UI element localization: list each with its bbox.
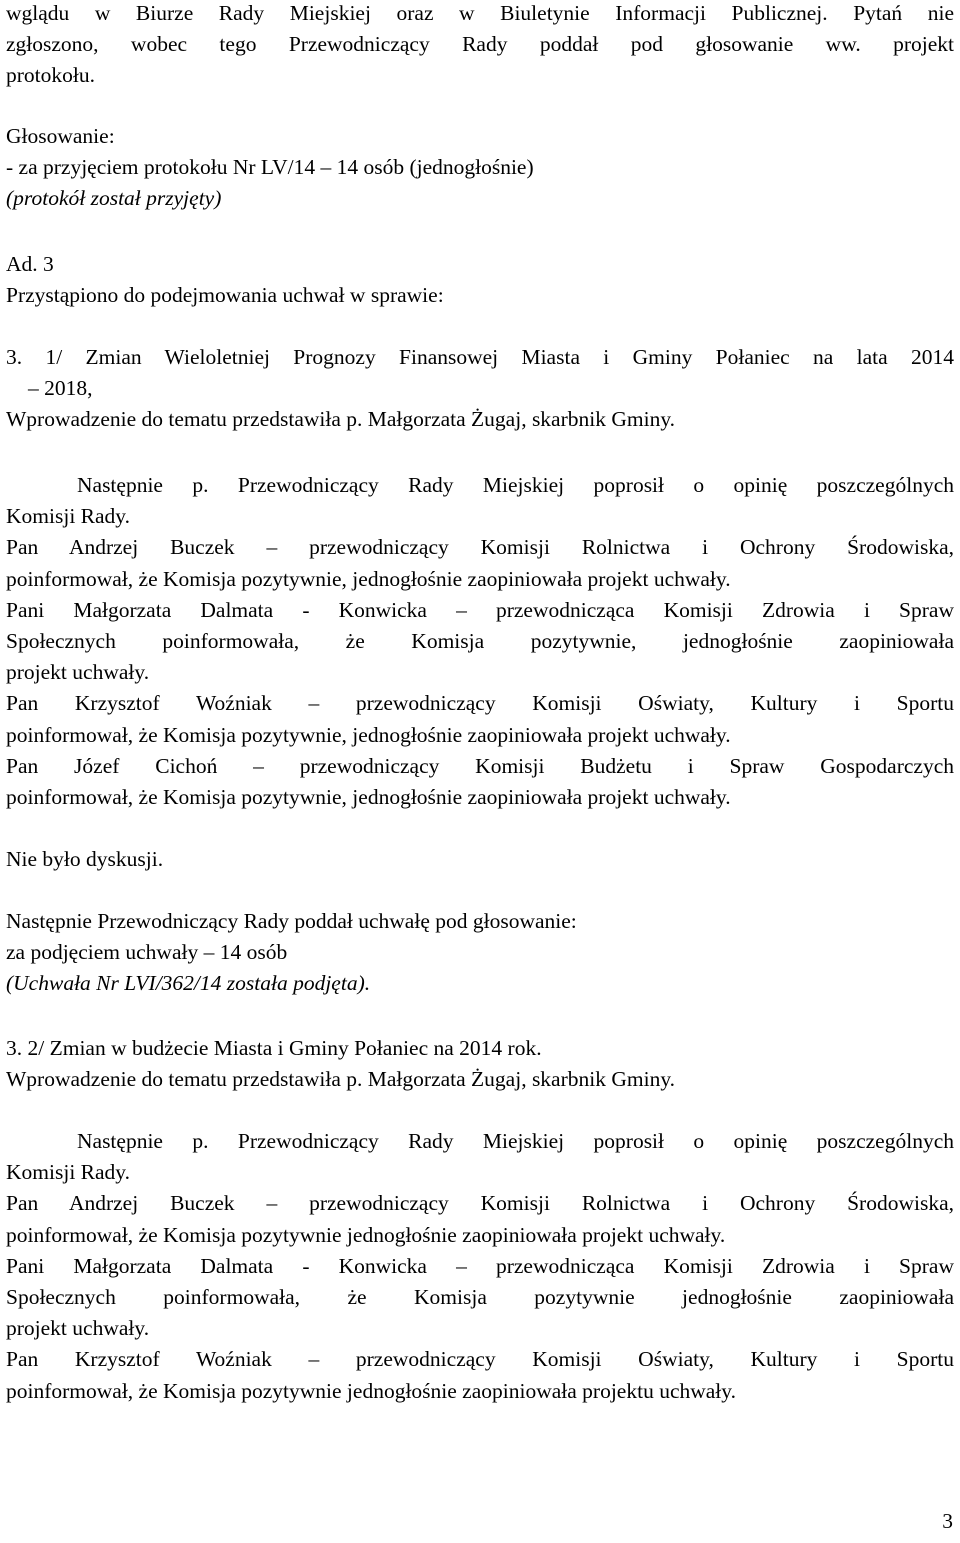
intro-line: zgłoszono, wobec tego Przewodniczący Rady poddał pod głosowanie ww. projekt bbox=[6, 32, 954, 57]
section-heading: Ad. 3 bbox=[6, 252, 54, 276]
item-title-line: 3. 1/ Zmian Wieloletniej Prognozy Finansowej Miasta i Gminy Połaniec na lata 2014 bbox=[6, 345, 954, 369]
committee-opinion-line: Pan Andrzej Buczek – przewodniczący Komisji Rolnictwa i Ochrony Środowiska, bbox=[6, 1191, 954, 1216]
intro-line: protokołu. bbox=[6, 63, 95, 88]
item-3-1-opinions bbox=[6, 470, 954, 813]
committee-opinion-line: poinformował, że Komisja pozytywnie, jednogłośnie zaopiniowała projekt uchwały. bbox=[6, 785, 731, 810]
presenter-line: Wprowadzenie do tematu przedstawiła p. Małgorzata Żugaj, skarbnik Gminy. bbox=[6, 1067, 676, 1092]
vote-result: - za przyjęciem protokołu Nr LV/14 – 14 osób (jednogłośnie) bbox=[6, 155, 534, 180]
committee-opinion-line: Pani Małgorzata Dalmata - Konwicka – przewodnicząca Komisji Zdrowia i Spraw bbox=[6, 597, 954, 622]
opinion-request-line: Następnie p. Przewodniczący Rady Miejskiej poprosił o opinię poszczególnych bbox=[77, 473, 954, 497]
opinion-request-line: Następnie p. Przewodniczący Rady Miejskiej poprosił o opinię poszczególnych bbox=[77, 1129, 954, 1153]
committee-opinion-line: Pan Krzysztof Woźniak – przewodniczący Komisji Oświaty, Kultury i Sportu bbox=[6, 1347, 954, 1372]
committee-opinion-line: poinformował, że Komisja pozytywnie, jednogłośnie zaopiniowała projekt uchwały. bbox=[6, 566, 731, 591]
vote-result: za podjęciem uchwały – 14 osób bbox=[6, 940, 288, 965]
committee-opinion-line: projekt uchwały. bbox=[6, 660, 150, 685]
item-3-2-title bbox=[6, 1033, 954, 1095]
item-title-line: – 2018, bbox=[28, 376, 93, 401]
committee-opinion-line: Społecznych poinformowała, że Komisja pozytywnie jednogłośnie zaopiniowała bbox=[6, 1285, 954, 1310]
vote-intro: Następnie Przewodniczący Rady poddał uchwałę pod głosowanie: bbox=[6, 909, 577, 933]
opinion-request-line: Komisji Rady. bbox=[6, 504, 131, 529]
committee-opinion-line: poinformował, że Komisja pozytywnie jednogłośnie zaopiniowała projekt uchwały. bbox=[6, 1222, 726, 1247]
item-3-1-title bbox=[6, 342, 954, 436]
resolution-vote bbox=[6, 906, 954, 1000]
committee-opinion-line: projekt uchwały. bbox=[6, 1316, 150, 1341]
committee-opinion-line: Pan Krzysztof Woźniak – przewodniczący Komisji Oświaty, Kultury i Sportu bbox=[6, 691, 954, 716]
intro-paragraph bbox=[6, 0, 954, 92]
section-intro: Przystąpiono do podejmowania uchwał w sprawie: bbox=[6, 283, 444, 308]
committee-opinion-line: Pan Andrzej Buczek – przewodniczący Komisji Rolnictwa i Ochrony Środowiska, bbox=[6, 535, 954, 560]
page-number: 3 bbox=[942, 1509, 953, 1533]
vote-outcome: (Uchwała Nr LVI/362/14 została podjęta). bbox=[6, 971, 371, 996]
vote-heading: Głosowanie: bbox=[6, 124, 115, 148]
section-ad3 bbox=[6, 249, 954, 311]
item-title-line: 3. 2/ Zmian w budżecie Miasta i Gminy Połaniec na 2014 rok. bbox=[6, 1036, 542, 1060]
committee-opinion-line: Społecznych poinformowała, że Komisja pozytywnie, jednogłośnie zaopiniowała bbox=[6, 629, 954, 654]
item-3-2-opinions bbox=[6, 1126, 954, 1407]
discussion-note bbox=[6, 844, 954, 875]
committee-opinion-line: poinformował, że Komisja pozytywnie jednogłośnie zaopiniowała projektu uchwały. bbox=[6, 1378, 737, 1403]
committee-opinion-line: Pan Józef Cichoń – przewodniczący Komisji Budżetu i Spraw Gospodarczych bbox=[6, 753, 954, 778]
intro-line: wglądu w Biurze Rady Miejskiej oraz w Biuletynie Informacji Publicznej. Pytań nie bbox=[6, 1, 954, 25]
discussion-line: Nie było dyskusji. bbox=[6, 847, 164, 871]
vote-outcome: (protokół został przyjęty) bbox=[6, 186, 222, 211]
committee-opinion-line: Pani Małgorzata Dalmata - Konwicka – przewodnicząca Komisji Zdrowia i Spraw bbox=[6, 1253, 954, 1278]
opinion-request-line: Komisji Rady. bbox=[6, 1160, 131, 1185]
protocol-vote bbox=[6, 121, 954, 215]
presenter-line: Wprowadzenie do tematu przedstawiła p. Małgorzata Żugaj, skarbnik Gminy. bbox=[6, 407, 676, 432]
committee-opinion-line: poinformował, że Komisja pozytywnie, jednogłośnie zaopiniowała projekt uchwały. bbox=[6, 722, 731, 747]
